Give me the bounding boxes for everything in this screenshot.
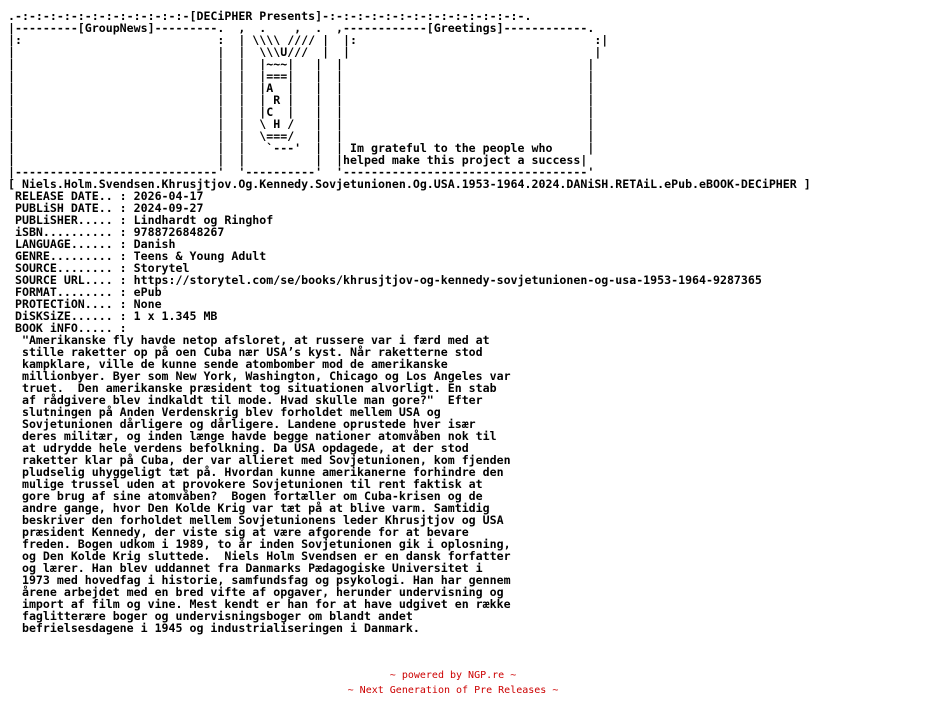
nfo-line: [ Niels.Holm.Svendsen.Khrusjtjov.Og.Kennedy.Sovjetunionen.Og.USA.1953-1964.2024.DANiSH.RETAiL.ePub.eBOOK-DECiPHER ] bbox=[8, 177, 811, 191]
nfo-line: årene arbejdet med en bred vifte af opgaver, herunder undervisning og bbox=[8, 585, 504, 599]
nfo-line: SOURCE URL.... : https://storytel.com/se/books/khrusjtjov-og-kennedy-sovjetunionen-og-usa-1953-1964-9287365 bbox=[8, 273, 762, 287]
nfo-line: andre gange, hvor Den Kolde Krig var tæt på at blive varm. Samtidig bbox=[8, 501, 490, 515]
nfo-line: | | | |C | | | | bbox=[8, 105, 595, 119]
nfo-line: kampklare, ville de kunne sende atombomber mod de amerikanske bbox=[8, 357, 448, 371]
nfo-text-block bbox=[8, 10, 811, 634]
nfo-line: gore brug af sine atomvåben? Bogen fortæller om Cuba-krisen og de bbox=[8, 489, 483, 503]
nfo-line: stille raketter op på oen Cuba nær USA’s kyst. Når raketterne stod bbox=[8, 345, 483, 359]
nfo-line: GENRE......... : Teens & Young Adult bbox=[8, 249, 267, 263]
nfo-line: .-:-:-:-:-:-:-:-:-:-:-:-:-[DECiPHER Presents]-:-:-:-:-:-:-:-:-:-:-:-:-:-:-. bbox=[8, 9, 532, 23]
nfo-line: |-----------------------------' '----------' '-----------------------------------' bbox=[8, 165, 595, 179]
nfo-line: freden. Bogen udkom i 1989, to år inden Sovjetunionen gik i oplosning, bbox=[8, 537, 511, 551]
nfo-line: SOURCE........ : Storytel bbox=[8, 261, 190, 275]
nfo-line: 1973 med hovedfag i historie, samfundsfag og psykologi. Han har gennem bbox=[8, 573, 511, 587]
nfo-line: | | | \\\U/// | | | bbox=[8, 45, 602, 59]
nfo-line: deres militær, og inden længe havde begge nationer atomvåben nok til bbox=[8, 429, 497, 443]
nfo-line: RELEASE DATE.. : 2026-04-17 bbox=[8, 189, 204, 203]
nfo-line: raketter klar på Cuba, der var allieret med Sovjetunionen, kom fjenden bbox=[8, 453, 511, 467]
nfo-line: iSBN.......... : 9788726848267 bbox=[8, 225, 225, 239]
nfo-line: Sovjetunionen dårligere og dårligere. Landene oprustede hver især bbox=[8, 417, 476, 431]
nfo-line: | | | | R | | | | bbox=[8, 93, 595, 107]
nfo-line: beskriver den forholdet mellem Sovjetunionens leder Khrusjtjov og USA bbox=[8, 513, 504, 527]
nfo-line: mulige trussel uden at provokere Sovjetunionen til rent faktisk at bbox=[8, 477, 483, 491]
nfo-line: pludselig uhyggeligt tæt på. Hvordan kunne amerikanerne forhindre den bbox=[8, 465, 504, 479]
nfo-line: | | | |~~~| | | | bbox=[8, 57, 595, 71]
nfo-line: befrielsesdagene i 1945 og industrialiseringen i Danmark. bbox=[8, 621, 420, 635]
nfo-line: | | | \ H / | | | bbox=[8, 117, 595, 131]
nfo-line: BOOK iNFO..... : bbox=[8, 321, 127, 335]
nfo-line: | | | | |helped make this project a success| bbox=[8, 153, 588, 167]
nfo-line: og lærer. Han blev uddannet fra Danmarks Pædagogiske Universitet i bbox=[8, 561, 483, 575]
nfo-line: faglitterære boger og undervisningsboger om blandt andet bbox=[8, 609, 413, 623]
nfo-line: PROTECTiON.... : None bbox=[8, 297, 162, 311]
nfo-line: at udrydde hele verdens befolkning. Da USA opdagede, at der stod bbox=[8, 441, 469, 455]
nfo-line: | | | `---' | | Im grateful to the people who | bbox=[8, 141, 595, 155]
nfo-line: DiSKSiZE...... : 1 x 1.345 MB bbox=[8, 309, 218, 323]
nfo-line: slutningen på Anden Verdenskrig blev forholdet mellem USA og bbox=[8, 405, 441, 419]
nfo-line: | | | |A | | | | bbox=[8, 81, 595, 95]
nfo-line: FORMAT........ : ePub bbox=[8, 285, 162, 299]
nfo-line: "Amerikanske fly havde netop afsloret, at russere var i færd med at bbox=[8, 333, 490, 347]
site-footer bbox=[0, 668, 936, 698]
nfo-line: af rådgivere blev indkaldt til mode. Hvad skulle man gore?" Efter bbox=[8, 393, 483, 407]
nfo-line: præsident Kennedy, der viste sig at være afgorende for at bevare bbox=[8, 525, 469, 539]
nfo-line: millionbyer. Byer som New York, Washington, Chicago og Los Angeles var bbox=[8, 369, 511, 383]
powered-by-text: ~ powered by NGP.re ~ bbox=[389, 670, 517, 681]
nfo-line: |---------[GroupNews]---------. , . , . ,------------[Greetings]------------. bbox=[8, 21, 595, 35]
nfo-line: | | | |===| | | | bbox=[8, 69, 595, 83]
nfo-line: |: : | \\\\ //// | |: :| bbox=[8, 33, 609, 47]
tagline-text: ~ Next Generation of Pre Releases ~ bbox=[347, 685, 559, 696]
nfo-line: PUBLiSHER..... : Lindhardt og Ringhof bbox=[8, 213, 274, 227]
nfo-line: og Den Kolde Krig sluttede. Niels Holm Svendsen er en dansk forfatter bbox=[8, 549, 511, 563]
nfo-line: PUBLiSH DATE.. : 2024-09-27 bbox=[8, 201, 204, 215]
nfo-line: import af film og vine. Mest kendt er han for at have udgivet en række bbox=[8, 597, 511, 611]
nfo-line: LANGUAGE...... : Danish bbox=[8, 237, 176, 251]
nfo-line: truet. Den amerikanske præsident tog situationen alvorligt. En stab bbox=[8, 381, 497, 395]
nfo-line: | | | \===/ | | | bbox=[8, 129, 595, 143]
